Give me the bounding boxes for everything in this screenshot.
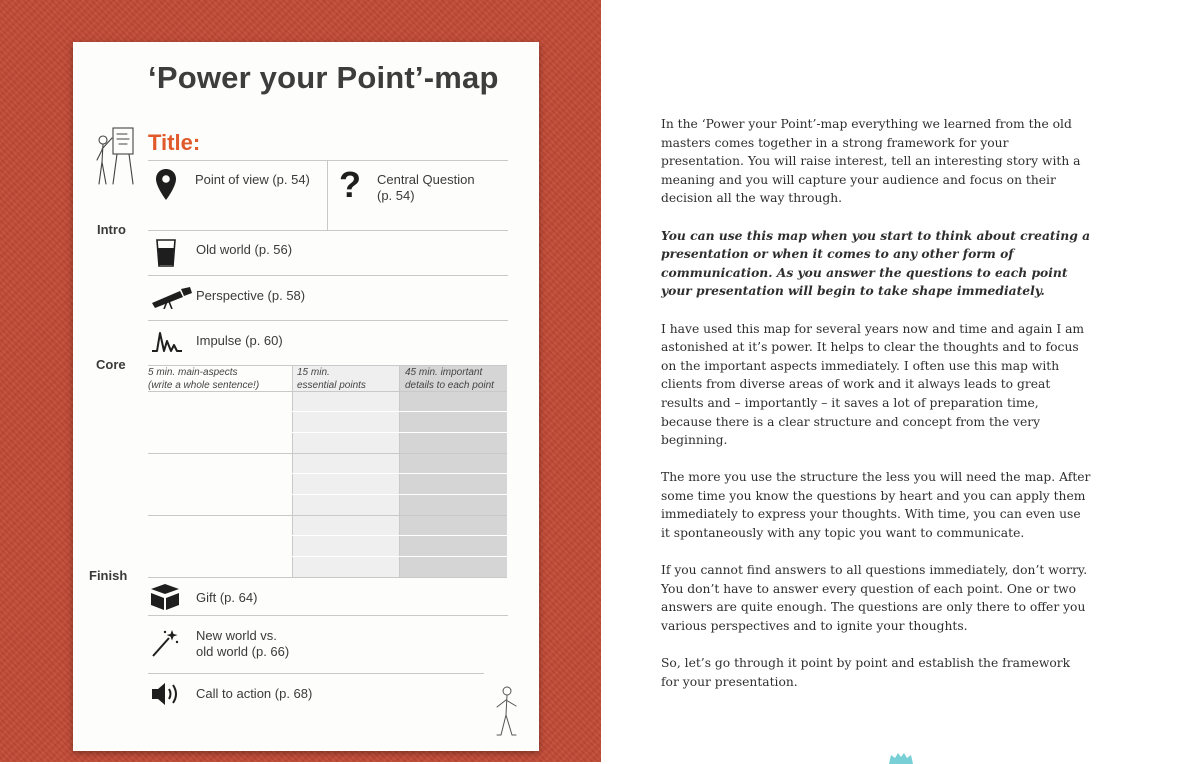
body-text — [661, 115, 1091, 710]
presenter-sketch-icon — [93, 124, 137, 188]
divider — [148, 577, 507, 578]
divider — [292, 535, 507, 536]
paragraph: In the ‘Power your Point’-map everything we learned from the old masters comes together in a strong framework for your presentation. You will raise interest, tell an interesting story with a meaning and you will capture your audience and focus on their decision all the way through. — [661, 117, 1081, 206]
gift-label: Gift (p. 64) — [196, 590, 258, 605]
location-pin-icon — [155, 168, 177, 202]
call-to-action-label: Call to action (p. 68) — [196, 686, 313, 701]
new-world-label: New world vs. old world (p. 66) — [196, 628, 290, 659]
central-question-label: Central Question (p. 54) — [377, 172, 475, 203]
column-header-5min: 5 min. main-aspects (write a whole sentence!) — [148, 367, 260, 391]
column-header-45min: 45 min. important details to each point — [405, 367, 494, 391]
point-of-view-label: Point of view (p. 54) — [195, 172, 310, 187]
column-header-15min: 15 min. essential points — [297, 367, 366, 391]
divider — [148, 320, 508, 321]
section-intro: Intro — [97, 222, 126, 237]
paragraph-emphasis: You can use this map when you start to think about creating a presentation or when it comes to any other form of communication. As you answer the questions to each point your presentation will begin to take shape immediately. — [661, 227, 1091, 299]
divider — [292, 556, 507, 557]
divider — [399, 365, 400, 577]
divider — [148, 160, 508, 161]
divider — [148, 275, 508, 276]
paragraph: So, let’s go through it point by point and establish the framework for your presentation. — [661, 656, 1071, 689]
divider — [327, 160, 328, 230]
pulse-icon — [151, 329, 183, 353]
person-sketch-icon — [490, 683, 522, 737]
impulse-label: Impulse (p. 60) — [196, 333, 283, 348]
divider — [292, 365, 293, 577]
divider — [292, 432, 507, 433]
divider — [148, 230, 508, 231]
divider — [292, 473, 507, 474]
paragraph: If you cannot find answers to all questions immediately, don’t worry. You don’t have to answer every question of each point. One or two answers are quite enough. The questions are only there to offer you various perspectives and to ignite your thoughts. — [661, 563, 1088, 634]
divider — [292, 494, 507, 495]
divider — [148, 453, 507, 454]
divider — [292, 411, 507, 412]
magic-wand-icon — [151, 628, 179, 658]
gift-box-icon — [150, 583, 180, 611]
divider — [148, 515, 507, 516]
speaker-icon — [151, 681, 181, 707]
perspective-label: Perspective (p. 58) — [196, 288, 306, 303]
telescope-icon — [150, 287, 192, 309]
divider — [148, 673, 484, 674]
map-title: ‘Power your Point’-map — [148, 60, 499, 95]
question-mark-icon — [338, 166, 362, 202]
title-label: Title: — [148, 130, 201, 155]
table-column-45min — [399, 365, 507, 577]
paragraph: I have used this map for several years now and time and again I am astonished at it’s power. It helps to clear the thoughts and to focus on the important aspects immediately. I often use this map with clients from diverse areas of work and it always leads to great results and – importantly – it saves a lot of preparation time, because there is a clear structure and concept from the very beginning. — [661, 321, 1085, 448]
old-world-label: Old world (p. 56) — [196, 242, 293, 257]
section-finish: Finish — [89, 568, 128, 583]
table-column-15min — [292, 365, 399, 577]
glass-icon — [156, 239, 176, 267]
paragraph: The more you use the structure the less you will need the map. After some time you know the questions by heart and you can apply them immediately to express your thoughts. With time, you can even use it spontaneously with any topic you want to communicate. — [661, 470, 1091, 541]
section-core: Core — [96, 357, 126, 372]
divider — [148, 615, 508, 616]
badge-icon — [886, 752, 916, 764]
svg-text:?: ? — [339, 166, 361, 202]
